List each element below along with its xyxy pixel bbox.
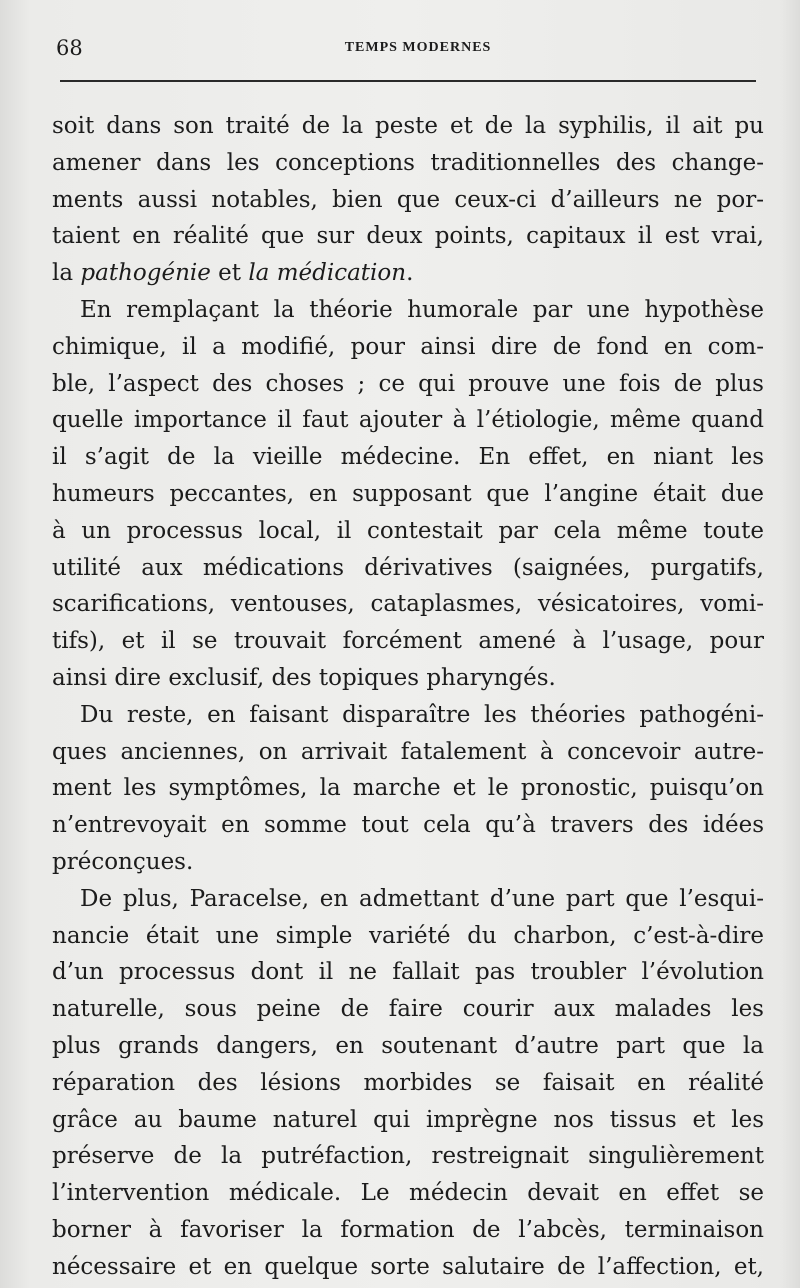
text-line: humeurs peccantes, en supposant que l’angine était due xyxy=(52,480,764,507)
text-line: quelle importance il faut ajouter à l’étiologie, même quand xyxy=(52,407,764,434)
text-line: tifs), et il se trouvait forcément amené à l’usage, pour xyxy=(52,628,764,655)
text-line: amener dans les conceptions traditionnelles des change- xyxy=(52,149,764,176)
text-line: scarifications, ventouses, cataplasmes, vésicatoires, vomi- xyxy=(52,591,764,618)
text-fragment: . xyxy=(406,260,414,287)
text-line: préconçues. xyxy=(52,848,194,875)
text-line: En remplaçant la théorie humorale par une hypothèse xyxy=(80,296,764,323)
text-line: réparation des lésions morbides se faisait en réalité xyxy=(52,1069,764,1096)
italic-term-medication: la médication xyxy=(248,260,407,287)
text-line: utilité aux médications dérivatives (saignées, purgatifs, xyxy=(52,554,764,581)
running-title: TEMPS MODERNES xyxy=(344,40,492,55)
text-fragment: la xyxy=(52,260,81,287)
text-line: préserve de la putréfaction, restreignait singulièrement xyxy=(52,1143,764,1170)
text-line: soit dans son traité de la peste et de la syphilis, il ait pu xyxy=(52,113,764,139)
text-line: ainsi dire exclusif, des topiques pharyngés. xyxy=(52,664,556,691)
text-line: Du reste, en faisant disparaître les théories pathogéni- xyxy=(80,701,764,728)
italic-term-pathogenie: pathogénie xyxy=(80,260,211,287)
text-line: ques anciennes, on arrivait fatalement à concevoir autre- xyxy=(52,738,764,765)
text-line: n’entrevoyait en somme tout cela qu’à travers des idées xyxy=(52,812,764,839)
page-header xyxy=(56,36,760,66)
text-line xyxy=(52,255,764,292)
text-line: nécessaire et en quelque sorte salutaire de l’affection, et, xyxy=(52,1253,764,1280)
text-line: ble, l’aspect des choses ; ce qui prouve une fois de plus xyxy=(52,370,764,397)
text-line: nancie était une simple variété du charbon, c’est-à-dire xyxy=(52,922,764,949)
text-line: chimique, il a modifié, pour ainsi dire de fond en com- xyxy=(52,333,764,360)
text-line: il s’agit de la vieille médecine. En effet, en niant les xyxy=(52,444,764,471)
text-line: à un processus local, il contestait par cela même toute xyxy=(52,517,764,544)
text-line: grâce au baume naturel qui imprègne nos tissus et les xyxy=(52,1106,764,1133)
text-line: l’intervention médicale. Le médecin devait en effet se xyxy=(52,1180,764,1207)
text-line: ment les symptômes, la marche et le pronostic, puisqu’on xyxy=(52,775,764,802)
text-line: De plus, Paracelse, en admettant d’une part que l’esqui- xyxy=(80,885,764,912)
header-rule xyxy=(60,80,756,82)
text-line: borner à favoriser la formation de l’abcès, terminaison xyxy=(52,1216,764,1243)
body-text xyxy=(52,108,764,1286)
text-line: d’un processus dont il ne fallait pas troubler l’évolution xyxy=(52,959,764,986)
text-line: ments aussi notables, bien que ceux-ci d’ailleurs ne por- xyxy=(52,186,764,213)
text-line: plus grands dangers, en soutenant d’autre part que la xyxy=(52,1032,764,1059)
text-line: taient en réalité que sur deux points, capitaux il est vrai, xyxy=(52,223,764,250)
text-fragment: et xyxy=(210,260,249,287)
page-number: 68 xyxy=(56,36,83,60)
text-line: naturelle, sous peine de faire courir aux malades les xyxy=(52,996,764,1023)
